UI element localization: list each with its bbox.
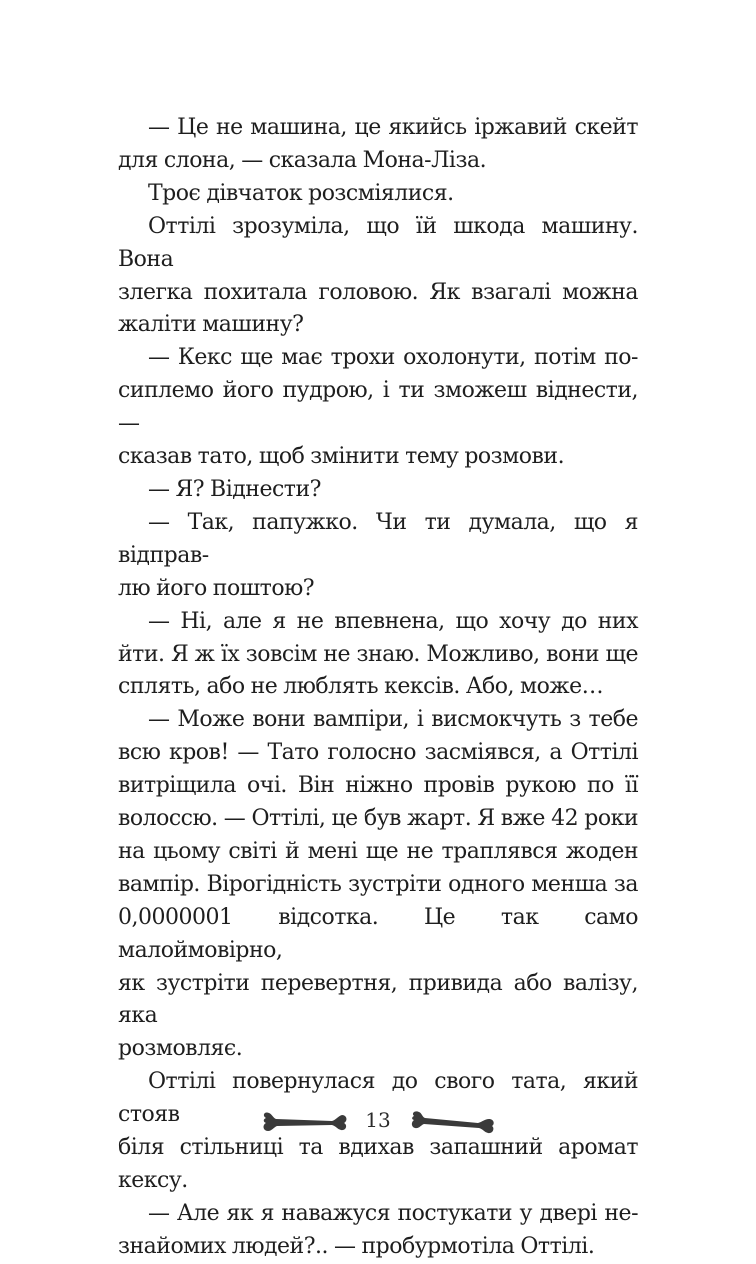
text-line: — Я? Віднести? [148, 476, 321, 502]
text-line: волоссю. — Оттілі, це був жарт. Я вже 42 роки [118, 806, 638, 832]
text-line: Троє дівчаток розсміялися. [148, 180, 454, 206]
text-line: жаліти машину? [118, 312, 304, 338]
paragraph [118, 606, 638, 705]
text-line: — Це не машина, це якийсь іржавий скейт [148, 115, 638, 140]
text-line: злегка похитала головою. Як взагалі можна [118, 279, 638, 305]
text-line: як зустріти перевертня, привида або валізу, яка [118, 970, 638, 1029]
text-line: кексу. [118, 1168, 188, 1193]
text-line: йти. Я ж їх зовсім не знаю. Можливо, вони ще [118, 641, 638, 667]
text-line: 0,0000001 відсотка. Це так само малоймовірно, [118, 904, 638, 963]
text-line: витріщила очі. Він ніжно провів рукою по її [118, 773, 638, 799]
text-line: всю кров! — Тато голосно засміявся, а Оттілі [118, 740, 638, 766]
text-line: біля стільниці та вдихав запашний аромат [118, 1135, 638, 1161]
text-line: сиплемо його пудрою, і ти зможеш віднести, — [118, 378, 638, 437]
paragraph [118, 1198, 638, 1264]
text-line: Оттілі зрозуміла, що їй шкода машину. Вона [118, 213, 638, 272]
bone-right-icon [410, 1110, 496, 1136]
paragraph [118, 211, 638, 343]
page-footer [0, 1100, 756, 1150]
text-line: розмовляє. [118, 1036, 243, 1062]
paragraph [118, 342, 638, 474]
bone-left-icon [262, 1110, 348, 1136]
text-line: — Кекс ще має трохи охолонути, потім по- [148, 345, 638, 371]
text-line: лю його поштою? [118, 575, 315, 601]
text-line: вампір. Вірогідність зустріти одного менша за [118, 871, 638, 897]
text-line: сплять, або не люблять кексів. Або, може… [118, 674, 604, 700]
paragraph [118, 112, 638, 178]
text-line: знайомих людей?.. — пробурмотіла Оттілі. [118, 1233, 595, 1259]
text-line: — Але як я наважуся постукати у двері не- [148, 1200, 638, 1226]
paragraph [118, 178, 638, 211]
text-line: сказав тато, щоб змінити тему розмови. [118, 444, 565, 470]
paragraph [118, 474, 638, 507]
paragraph [118, 507, 638, 606]
text-line: — Ні, але я не впевнена, що хочу до них [148, 608, 638, 634]
text-line: — Може вони вампіри, і висмокчуть з тебе [148, 707, 638, 733]
text-line: Оттілі повернулася до свого тата, який стояв [118, 1069, 638, 1128]
text-line: для слона, — сказала Мона-Ліза. [118, 147, 487, 173]
paragraph [118, 704, 638, 1066]
page-number: 13 [365, 1108, 391, 1132]
text-line: — Так, папужко. Чи ти думала, що я відправ- [118, 509, 638, 568]
text-line: на цьому світі й мені ще не траплявся жоден [118, 838, 638, 864]
body-text [118, 112, 638, 1264]
